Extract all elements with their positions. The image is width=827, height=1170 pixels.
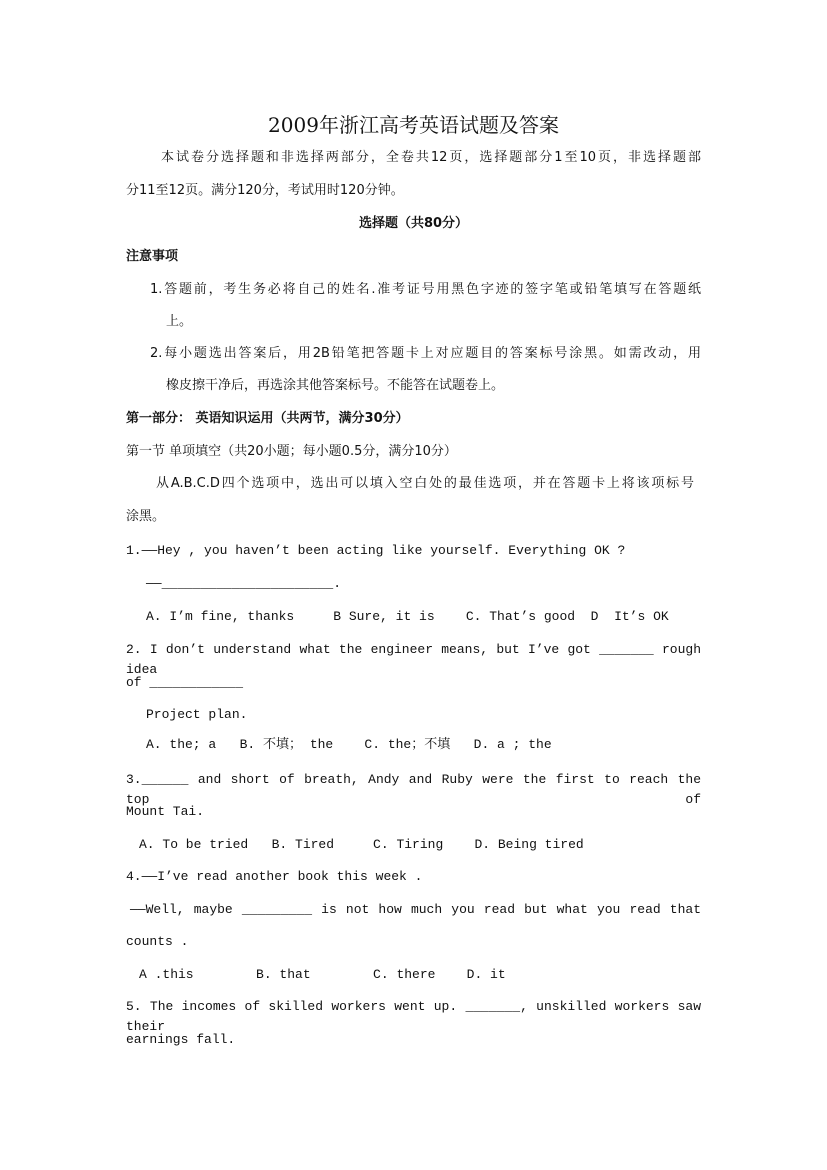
part1-heading: 第一部分： 英语知识运用（共两节，满分30分） xyxy=(126,411,409,426)
instructions-line: 从A.B.C.D四个选项中，选出可以填入空白处的最佳选项，并在答题卡上将该项标号 xyxy=(156,476,694,491)
document-title: 2009年浙江高考英语试题及答案 xyxy=(268,113,559,137)
question-1-options: A. I’m fine, thanks B Sure, it is C. That’s good D It’s OK xyxy=(146,609,669,624)
question-2-cont: of ____________ xyxy=(126,675,244,690)
question-2-options: A. the; a B. 不填； the C. the；不填 D. a ; the xyxy=(146,737,552,752)
intro-line: 本试卷分选择题和非选择两部分，全卷共12页，选择题部分1至10页，非选择题部 xyxy=(161,150,701,165)
note-item: 1.答题前，考生务必将自己的姓名.准考证号用黑色字迹的签字笔或铅笔填写在答题纸 xyxy=(150,282,701,297)
notes-heading: 注意事项 xyxy=(126,249,179,264)
question-1-answer-blank: ——______________________. xyxy=(146,576,342,591)
question-1: 1.——Hey , you haven’t been acting like yourself. Everything OK ? xyxy=(126,543,626,558)
section1-heading: 第一节 单项填空（共20小题；每小题0.5分，满分10分） xyxy=(126,444,457,459)
note-item: 上。 xyxy=(166,314,193,329)
intro-line: 分11至12页。满分120分，考试用时120分钟。 xyxy=(126,183,404,198)
question-3: 3.______ and short of breath, Andy and Ruby were the first to reach the top of xyxy=(126,772,701,807)
question-4-cont: ——Well, maybe _________ is not how much you read but what you read that xyxy=(130,902,701,917)
question-3-options: A. To be tried B. Tired C. Tiring D. Being tired xyxy=(139,837,584,852)
note-item: 橡皮擦干净后，再选涂其他答案标号。不能答在试题卷上。 xyxy=(166,378,505,393)
question-2-cont: Project plan. xyxy=(146,707,248,722)
question-4-cont: counts . xyxy=(126,934,189,949)
question-5-cont: earnings fall. xyxy=(126,1032,236,1047)
question-3-cont: Mount Tai. xyxy=(126,804,205,819)
note-item: 2.每小题选出答案后，用2B铅笔把答题卡上对应题目的答案标号涂黑。如需改动，用 xyxy=(150,346,701,361)
question-2: 2. I don’t understand what the engineer means, but I’ve got _______ rough idea xyxy=(126,642,701,677)
question-4: 4.——I’ve read another book this week . xyxy=(126,869,423,884)
question-4-options: A .this B. that C. there D. it xyxy=(139,967,506,982)
instructions-line: 涂黑。 xyxy=(126,509,166,524)
question-5: 5. The incomes of skilled workers went up. _______, unskilled workers saw their xyxy=(126,999,701,1034)
section-heading: 选择题（共80分） xyxy=(358,216,469,231)
